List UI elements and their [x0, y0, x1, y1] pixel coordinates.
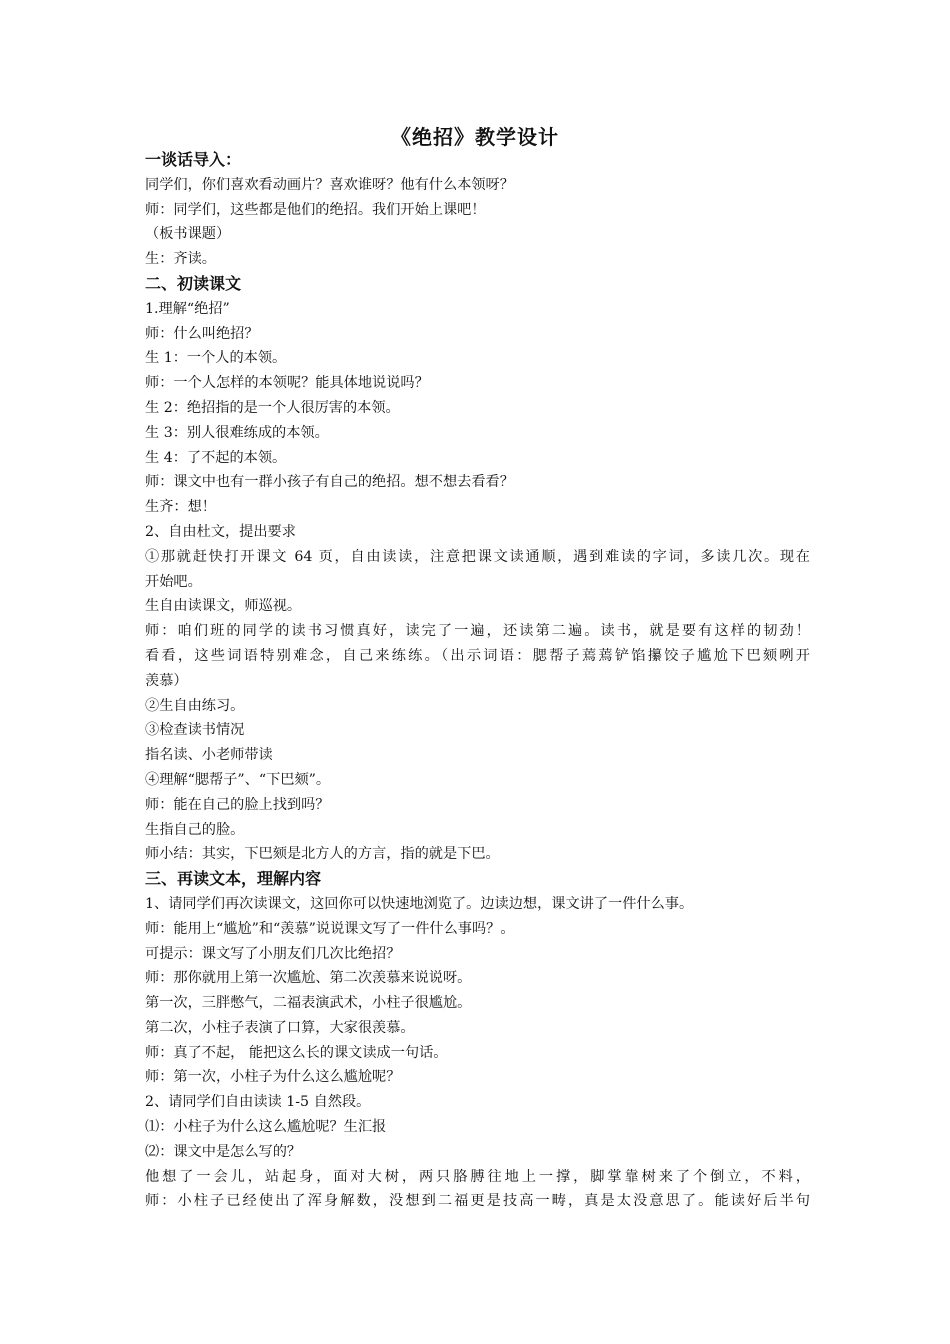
- paragraph-line: 师：一个人怎样的本领呢？能具体地说说吗？: [145, 375, 429, 392]
- paragraph-line: 师：课文中也有一群小孩子有自己的绝招。想不想去看看？: [145, 474, 514, 491]
- paragraph-line: 生 4：了不起的本领。: [145, 449, 287, 466]
- paragraph-line: ②生自由练习。: [145, 697, 245, 714]
- paragraph-line: 师：小柱子已经使出了浑身解数，没想到二福更是技高一畴，真是太没意思了。能读好后半句: [145, 1193, 810, 1210]
- paragraph-line: 生 2：绝招指的是一个人很厉害的本领。: [145, 399, 400, 416]
- paragraph-line: ③检查读书情况: [145, 722, 245, 739]
- paragraph-line: 师：能用上“尴尬”和“羡慕”说说课文写了一件什么事吗？。: [145, 920, 515, 937]
- section-heading: 二、初读课文: [145, 273, 242, 293]
- paragraph-line: ④理解“腮帮子”、“下巴颏”。: [145, 771, 331, 788]
- paragraph-line: 师小结：其实，下巴颏是北方人的方言，指的就是下巴。: [145, 846, 500, 863]
- paragraph-line: 1.理解“绝招”: [145, 300, 230, 317]
- section-heading: 一谈话导入：: [145, 150, 242, 169]
- paragraph-line: ⑴：小柱子为什么这么尴尬呢？生汇报: [145, 1119, 387, 1136]
- paragraph-line: 羡慕）: [145, 672, 188, 689]
- paragraph-line: 师：第一次，小柱子为什么这么尴尬呢？: [145, 1069, 401, 1086]
- paragraph-line: 生 1：一个人的本领。: [145, 350, 287, 367]
- paragraph-line: 师：那你就用上第一次尴尬、第二次羡慕来说说呀。: [145, 970, 472, 987]
- paragraph-line: 生自由读课文，师巡视。: [145, 598, 302, 615]
- document-title: 《绝招》教学设计: [391, 125, 559, 149]
- paragraph-line: 开始吧。: [145, 573, 202, 590]
- paragraph-line: ①那就赶快打开课文 64 页，自由读读，注意把课文读通顺，遇到难读的字词，多读几次。现在: [145, 548, 810, 565]
- document-body: [145, 148, 810, 1214]
- paragraph-line: 2、请同学们自由读读 1-5 自然段。: [145, 1094, 371, 1111]
- paragraph-line: 2、自由杜文，提出要求: [145, 523, 296, 540]
- paragraph-line: 他想了一会儿，站起身，面对大树，两只胳膊往地上一撑，脚掌靠树来了个倒立，不料，: [145, 1168, 810, 1185]
- paragraph-line: 第二次，小柱子表演了口算，大家很羡慕。: [145, 1019, 415, 1036]
- section-heading: 三、再读文本，理解内容: [145, 869, 322, 889]
- paragraph-line: 师：同学们，这些都是他们的绝招。我们开始上课吧！: [145, 201, 486, 218]
- paragraph-line: 生：齐读。: [145, 251, 216, 268]
- paragraph-line: 师：真了不起， 能把这么长的课文读成一句话。: [145, 1044, 448, 1061]
- paragraph-line: 可提示：课文写了小朋友们几次比绝招？: [145, 945, 401, 962]
- paragraph-line: 指名读、小老师带读: [145, 747, 273, 764]
- paragraph-line: 同学们，你们喜欢看动画片？喜欢谁呀？他有什么本领呀？: [145, 176, 514, 193]
- paragraph-line: 生 3：别人很难练成的本领。: [145, 424, 329, 441]
- paragraph-line: 师：能在自己的脸上找到吗？: [145, 796, 330, 813]
- paragraph-line: 生指自己的脸。: [145, 821, 245, 838]
- paragraph-line: 1、请同学们再次读课文，这回你可以快速地浏览了。边读边想，课文讲了一件什么事。: [145, 895, 694, 912]
- paragraph-line: 师：咱们班的同学的读书习惯真好，读完了一遍，还读第二遍。读书，就是要有这样的韧劲！: [145, 623, 810, 640]
- paragraph-line: 第一次，三胖憋气，二福表演武术，小柱子很尴尬。: [145, 995, 472, 1012]
- paragraph-line: （板书课题）: [145, 226, 231, 243]
- paragraph-line: 师：什么叫绝招？: [145, 325, 259, 342]
- paragraph-line: 生齐：想！: [145, 499, 216, 516]
- paragraph-line: 看看，这些词语特别难念，自己来练练。（出示词语：腮帮子蔫蔫铲馅攥饺子尴尬下巴颏咧开: [145, 647, 810, 664]
- paragraph-line: ⑵：课文中是怎么写的？: [145, 1143, 302, 1160]
